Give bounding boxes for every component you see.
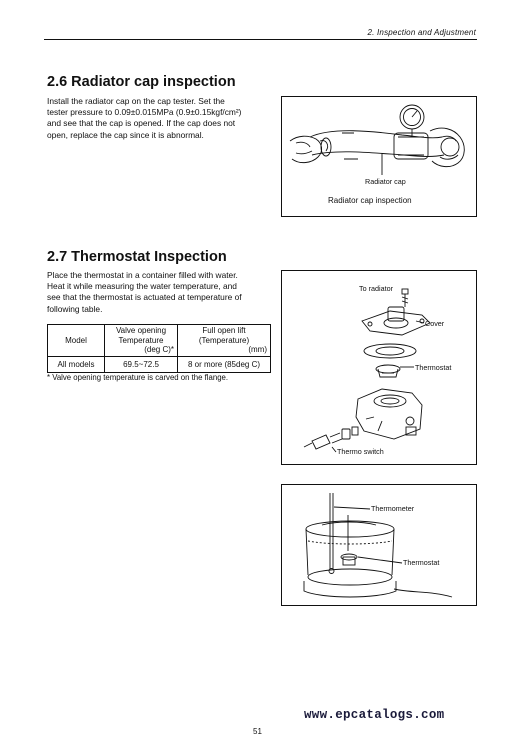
paragraph-line: Install the radiator cap on the cap tester. Set the	[47, 96, 225, 106]
thermostat-test-figure	[281, 484, 477, 606]
header-line: (Temperature)	[198, 335, 250, 345]
radiator-cap-figure	[281, 96, 477, 217]
header-line: (deg C)*	[144, 345, 174, 354]
page-number: 51	[253, 727, 262, 736]
header-line: Temperature	[118, 335, 164, 345]
to-radiator-label: To radiator	[359, 284, 393, 293]
radiator-cap-label: Radiator cap	[365, 177, 406, 186]
thermo-switch-label: Thermo switch	[337, 447, 384, 456]
watermark-url: www.epcatalogs.com	[304, 708, 445, 722]
cell-full-open-lift: 8 or more (85deg C)	[178, 356, 271, 372]
header-rule	[44, 39, 477, 40]
paragraph-line: Place the thermostat in a container filled with water.	[47, 270, 238, 280]
table-header-row	[48, 325, 271, 357]
cell-model: All models	[48, 356, 105, 372]
cell-valve-opening: 69.5~72.5	[105, 356, 178, 372]
thermostat-spec-table	[47, 324, 271, 373]
paragraph-line: open, replace the cap since it is abnormal.	[47, 129, 204, 140]
section-title-thermostat: 2.7 Thermostat Inspection	[47, 249, 227, 265]
paragraph-line: Heat it while measuring the water temperature, and	[47, 281, 237, 292]
header-line: Full open lift	[202, 326, 246, 335]
thermostat-test-illustration	[282, 485, 476, 605]
section-title-radiator-cap: 2.6 Radiator cap inspection	[47, 74, 236, 90]
thermostat-label: Thermostat	[415, 363, 452, 372]
header-model: Model	[48, 325, 105, 357]
paragraph-line: see that the thermostat is actuated at temperature of	[47, 292, 242, 303]
header-line: (mm)	[248, 345, 267, 354]
paragraph-line: following table.	[47, 303, 103, 314]
chapter-header: 2. Inspection and Adjustment	[367, 28, 476, 37]
table-row	[48, 356, 271, 372]
figure-caption: Radiator cap inspection	[328, 196, 412, 205]
paragraph-line: and see that the cap is opened. If the cap does not	[47, 118, 236, 129]
thermometer-label: Thermometer	[371, 504, 415, 513]
header-line: Valve opening	[115, 326, 167, 335]
thermostat-test-label: Thermostat	[403, 558, 440, 567]
radiator-cap-paragraph	[47, 96, 272, 141]
header-valve-opening	[105, 325, 178, 357]
paragraph-line: tester pressure to 0.09±0.015MPa (0.9±0.15kgf/cm²)	[47, 107, 242, 118]
table-footnote: * Valve opening temperature is carved on the flange.	[47, 373, 229, 382]
thermostat-parts-figure	[281, 270, 477, 465]
header-full-open-lift	[178, 325, 271, 357]
thermostat-paragraph	[47, 270, 272, 315]
cover-label: Cover	[425, 319, 445, 328]
